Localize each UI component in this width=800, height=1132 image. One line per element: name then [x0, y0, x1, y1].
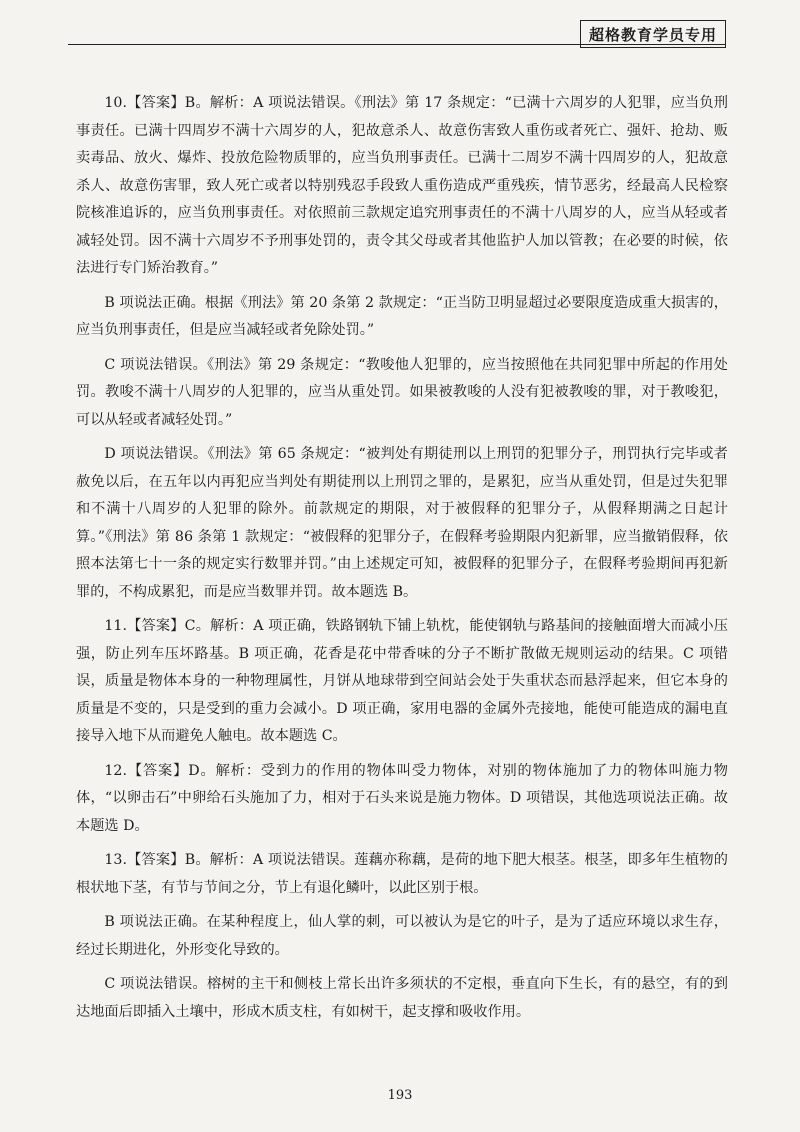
- paragraph-q12: 12.【答案】D。解析：受到力的作用的物体叫受力物体，对别的物体施加了力的物体叫施力物体，“以卵击石”中卵给石头施加了力，相对于石头来说是施力物体。D 项错误，其他选项说法正确。故本题选 D。: [76, 762, 728, 834]
- paragraph-q10-b: B 项说法正确。根据《刑法》第 20 条第 2 款规定：“正当防卫明显超过必要限度造成重大损害的，应当负刑事责任，但是应当减轻或者免除处罚。”: [76, 294, 728, 338]
- paragraph-q10-c: C 项说法错误。《刑法》第 29 条规定：“教唆他人犯罪的，应当按照他在共同犯罪中所起的作用处罚。教唆不满十八周岁的人犯罪的，应当从重处罚。如果被教唆的人没有犯被教唆的罪，对于教唆犯，可以从轻或者减轻处罚。”: [76, 356, 728, 428]
- paragraph-q10-a: 10.【答案】B。解析：A 项说法错误。《刑法》第 17 条规定：“已满十六周岁的人犯罪，应当负刑事责任。已满十四周岁不满十六周岁的人，犯故意杀人、故意伤害致人重伤或者死亡、强奸、抢劫、贩卖毒品、放火、爆炸、投放危险物质罪的，应当负刑事责任。已满十二周岁不满十四周岁的人，犯故意杀人、故意伤害罪，致人死亡或者以特别残忍手段致人重伤造成严重残疾，情节恶劣，经最高人民检察院核准追诉的，应当负刑事责任。对依照前三款规定追究刑事责任的不满十八周岁的人，应当从轻或者减轻处罚。因不满十六周岁不予刑事处罚的，责令其父母或者其他监护人加以管教；在必要的时候，依法进行专门矫治教育。”: [76, 95, 728, 276]
- paragraph-q10-d: D 项说法错误。《刑法》第 65 条规定：“被判处有期徒刑以上刑罚的犯罪分子，刑罚执行完毕或者赦免以后，在五年以内再犯应当判处有期徒刑以上刑罚之罪的，是累犯，应当从重处罚，但是过失犯罪和不满十八周岁的人犯罪的除外。前款规定的期限，对于被假释的犯罪分子，从假释期满之日起计算。”《刑法》第 86 条第 1 款规定：“被假释的犯罪分子，在假释考验期限内犯新罪，应当撤销假释，依照本法第七十一条的规定实行数罪并罚。”由上述规定可知，被假释的犯罪分子，在假释考验期间再犯新罪的，不构成累犯，而是应当数罪并罚。故本题选 B。: [76, 446, 728, 600]
- paragraph-q11: 11.【答案】C。解析：A 项正确，铁路钢轨下铺上轨枕，能使钢轨与路基间的接触面增大而减小压强，防止列车压坏路基。B 项正确，花香是花中带香味的分子不断扩散做无规则运动的结果。C 项错误，质量是物体本身的一种物理属性，月饼从地球带到空间站会处于失重状态而悬浮起来，但它本身的质量是不变的，只是受到的重力会减小。D 项正确，家用电器的金属外壳接地，能使可能造成的漏电直接导入地下从而避免人触电。故本题选 C。: [76, 618, 728, 744]
- answer-explanations: [76, 90, 728, 1033]
- paragraph-q13-b: B 项说法正确。在某种程度上，仙人掌的刺，可以被认为是它的叶子，是为了适应环境以求生存，经过长期进化，外形变化导致的。: [76, 914, 728, 958]
- paragraph-q13-c: C 项说法错误。榕树的主干和侧枝上常长出许多须状的不定根，垂直向下生长，有的悬空，有的到达地面后即插入土壤中，形成木质支柱，有如树干，起支撑和吸收作用。: [76, 976, 728, 1020]
- paragraph-q13-a: 13.【答案】B。解析：A 项说法错误。莲藕亦称藕，是荷的地下肥大根茎。根茎，即多年生植物的根状地下茎，有节与节间之分，节上有退化鳞叶，以此区别于根。: [76, 852, 728, 896]
- page-number: 193: [387, 1088, 413, 1103]
- header-badge: 超格教育学员专用: [580, 20, 726, 48]
- header-divider: [68, 44, 726, 45]
